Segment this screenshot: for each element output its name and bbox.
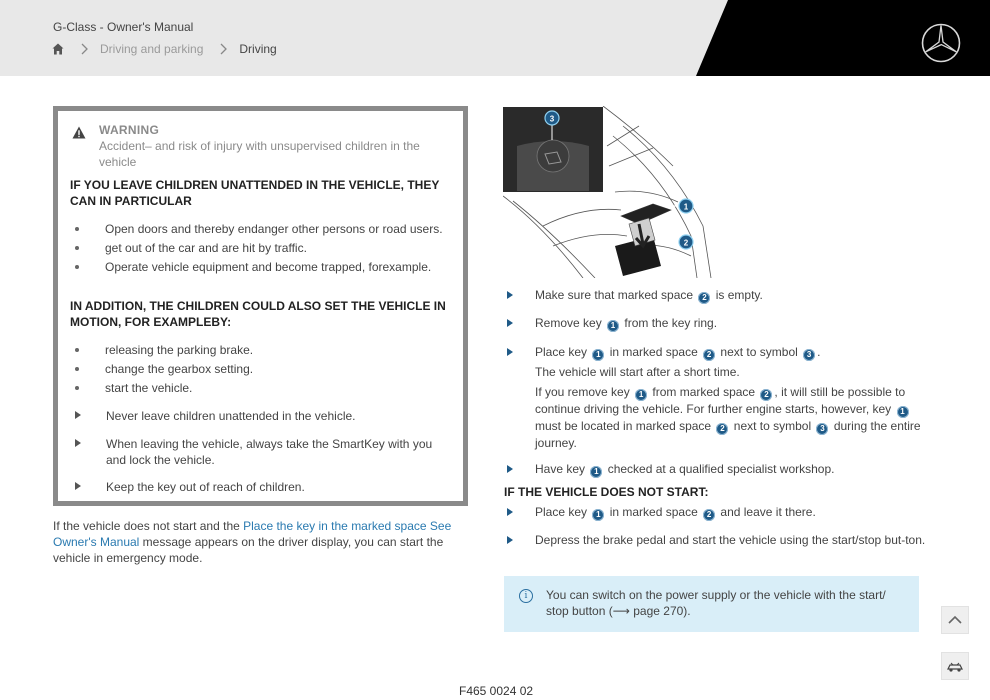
- figure-code: F465 0024 02: [459, 684, 534, 698]
- header-black-panel: [0, 0, 990, 76]
- svg-text:2: 2: [683, 238, 689, 248]
- callout-2: [679, 235, 693, 249]
- emergency-mode-paragraph: If the vehicle does not start and the Place the key in the marked space See Owner's Manual message appears on the driver display, you can start the vehicle in emergency mode.: [53, 519, 452, 565]
- callout-badge: 1: [590, 466, 602, 478]
- car-icon: [942, 653, 968, 679]
- callout-badge: 1: [592, 349, 604, 361]
- chevron-right-icon: [216, 43, 230, 55]
- callout-badge: 2: [760, 389, 772, 401]
- breadcrumb-item-driving-and-parking[interactable]: Driving and parking: [100, 42, 204, 56]
- warning-box: WARNING Accident– and risk of injury with unsupervised children in the vehicle IF YOU LEAVE CHILDREN UNATTENDED IN THE VEHICLE, THEY CAN IN PARTICULAR Open doors and thereby endanger other persons or road users. get out of the car and are hit by traffic. Operate vehicle equipment and become trapped, forexample. IN ADDITION, THE CHILDREN COULD ALSO SET THE VEHICLE IN MOTION, FOR EXAMPLEBY: releasing the parking brake. change the gearbox setting. start the vehicle. Never leave children unattended in the vehicle. When leaving the vehicle, always take the SmartKey with you and lock the vehicle. Keep the key out of reach of children.: [53, 106, 468, 506]
- warning-triangle-icon: [72, 126, 86, 139]
- callout-badge: 2: [716, 423, 728, 435]
- callout-badge: 3: [816, 423, 828, 435]
- callout-badge: 2: [703, 349, 715, 361]
- callout-badge: 1: [635, 389, 647, 401]
- chevron-up-icon: [942, 607, 968, 633]
- warning-heading-2: IN ADDITION, THE CHILDREN COULD ALSO SET THE VEHICLE IN MOTION, FOR EXAMPLEBY:: [70, 299, 446, 329]
- info-icon: i: [519, 589, 533, 603]
- section-heading-not-start: IF THE VEHICLE DOES NOT START:: [504, 485, 709, 499]
- key-slot-illustration: [503, 106, 715, 278]
- vehicle-view-button[interactable]: [941, 652, 969, 680]
- callout-badge: 1: [607, 320, 619, 332]
- message-link[interactable]: Place the key in the marked space See Owner's Manual: [53, 519, 452, 549]
- document-title: G-Class - Owner's Manual: [53, 20, 194, 34]
- callout-badge: 3: [803, 349, 815, 361]
- breadcrumb-item-driving: Driving: [239, 42, 277, 56]
- callout-badge: 2: [703, 509, 715, 521]
- callout-badge: 1: [897, 406, 909, 418]
- callout-3: [545, 111, 559, 125]
- breadcrumb: [52, 42, 277, 56]
- home-icon[interactable]: [52, 43, 64, 55]
- svg-text:3: 3: [549, 114, 555, 124]
- info-box: [504, 576, 919, 632]
- brand-star-logo-icon: [921, 23, 961, 63]
- scroll-to-top-button[interactable]: [941, 606, 969, 634]
- svg-text:1: 1: [683, 202, 689, 212]
- callout-1: [679, 199, 693, 213]
- warning-subtitle: Accident– and risk of injury with unsupervised children in the vehicle: [99, 139, 420, 169]
- callout-badge: 2: [698, 292, 710, 304]
- info-text: You can switch on the power supply or the vehicle with the start/ stop button (⟶ page 270).: [546, 588, 886, 618]
- warning-heading-1: IF YOU LEAVE CHILDREN UNATTENDED IN THE VEHICLE, THEY CAN IN PARTICULAR: [70, 178, 440, 208]
- callout-badge: 1: [592, 509, 604, 521]
- chevron-right-icon: [77, 43, 91, 55]
- warning-title: WARNING: [99, 123, 160, 137]
